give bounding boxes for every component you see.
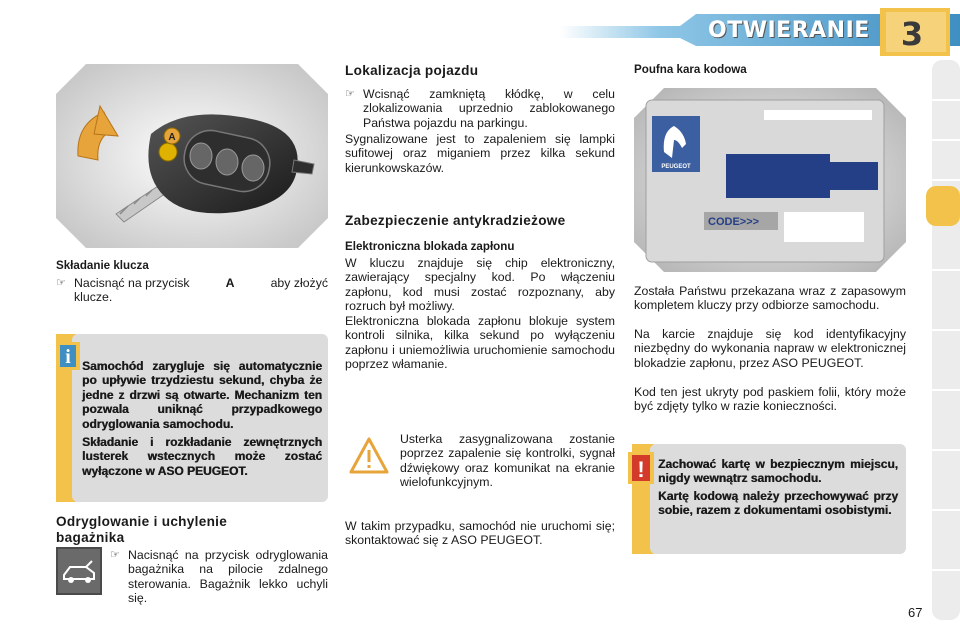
info-box-para-2: Składanie i rozkładanie zewnętrznych lusterek wstecznych może zostać wyłączone w ASO PEUGEOT. — [82, 435, 322, 478]
key-fold-illustration — [56, 64, 328, 248]
trunk-heading: Odryglowanie i uchylenie bagażnika — [56, 514, 228, 545]
page-number: 67 — [908, 605, 923, 620]
chapter-header — [560, 8, 960, 58]
warning-box-para-1: Zachować kartę w bezpiecznym miejscu, nigdy wewnątrz samochodu. — [658, 457, 898, 486]
info-icon — [56, 342, 80, 370]
info-icon-letter: i — [65, 346, 71, 368]
locate-description: Sygnalizowane jest to zapaleniem się lampki sufitowej oraz miganiem przez kilka sekund kierunkowskazów. — [345, 132, 615, 175]
antitheft-heading: Zabezpieczenie antykradzieżowe — [345, 213, 566, 228]
exclamation-icon-glyph: ! — [637, 457, 645, 482]
code-card-para-2: Na karcie znajduje się kod identyfikacyjny niezbędny do wykonania napraw w elektronicznej blokadzie zapłonu, przez ASO PEUGEOT. — [634, 327, 906, 370]
immobiliser-para-1: W kluczu znajduje się chip elektroniczny, zawierający specjalny kod. Po włączeniu zapłonu, kod musi zostać rozpoznany, aby rozruch był możliwy. — [345, 256, 615, 313]
pointing-hand-icon: ☞ — [56, 277, 66, 289]
code-card-para-1: Została Państwu przekazana wraz z zapasowym kompletem kluczy przy odbiorze samochodu. — [634, 284, 906, 313]
locate-instruction: ☞ Wcisnąć zamkniętą kłódkę, w celu zlokalizowania uprzednio zablokowanego Państwa pojazdu na parkingu. — [345, 87, 615, 130]
pointing-hand-icon: ☞ — [110, 549, 120, 561]
chapter-number: 3 — [900, 15, 924, 53]
trunk-remote-icon — [56, 547, 102, 595]
code-card-para-3: Kod ten jest ukryty pod paskiem folii, który może być zdjęty tylko w razie konieczności. — [634, 385, 906, 414]
immobiliser-heading: Elektroniczna blokada zapłonu — [345, 240, 515, 253]
card-brand-label: PEUGEOT — [661, 164, 691, 170]
card-code-label: CODE>>> — [708, 216, 760, 228]
trunk-instruction: ☞ Nacisnąć na przycisk odryglowania bagażnika na pilocie zdalnego sterowania. Bagażnik lekko uchyli się. — [110, 548, 328, 605]
warning-box-para-2: Kartę kodową należy przechowywać przy sobie, razem z dokumentami osobistymi. — [658, 488, 898, 518]
chapter-side-tabs — [926, 60, 960, 620]
folding-heading: Składanie klucza — [56, 259, 149, 272]
code-card-heading: Poufna kara kodowa — [634, 63, 747, 76]
exclamation-icon — [628, 452, 654, 484]
code-card-illustration — [634, 88, 906, 272]
fault-advice: W takim przypadku, samochód nie uruchomi się; skontaktować się z ASO PEUGEOT. — [345, 519, 615, 548]
immobiliser-para-2: Elektroniczna blokada zapłonu blokuje system kontroli silnika, kilka sekund po wyłączeniu zapłonu i uniemożliwia uruchomienie samochodu poprzez włamanie. — [345, 314, 615, 371]
warning-box-text — [658, 457, 898, 518]
fault-description: Usterka zasygnalizowana zostanie poprzez zapalenie się kontrolki, sygnał dźwiękowy oraz komunikat na ekranie wielofunkcyjnym. — [400, 432, 615, 489]
folding-instruction: ☞ Nacisnąć na przycisk A aby złożyć klucze. — [56, 276, 328, 305]
info-box-para-1: Samochód zarygluje się automatycznie po upływie trzydziestu sekund, chyba że jedne z drzwi są otwarte. Mechanizm ten pozwala uniknąć przypadkowego odryglowania samochodu. — [82, 359, 322, 431]
warning-triangle-icon — [348, 436, 390, 476]
pointing-hand-icon: ☞ — [345, 88, 355, 100]
folding-button-letter: A — [225, 276, 235, 290]
chapter-title: OTWIERANIE — [708, 18, 870, 43]
info-box-text — [82, 359, 322, 478]
locate-heading: Lokalizacja pojazdu — [345, 63, 479, 78]
key-button-a-label: A — [168, 132, 176, 143]
